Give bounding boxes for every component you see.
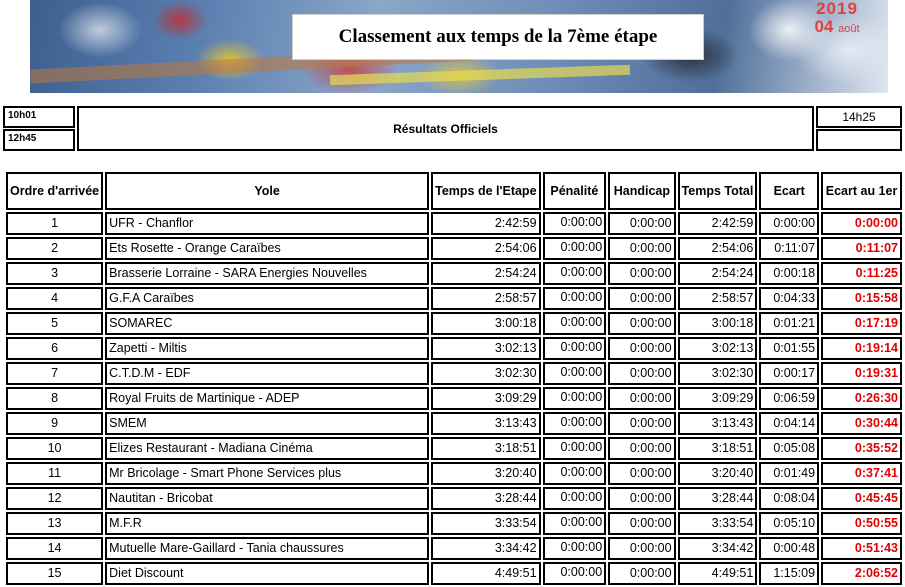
cell-handicap: 0:00:00 [608, 262, 675, 285]
cell-temps-etape: 2:42:59 [431, 212, 540, 235]
table-row [6, 562, 902, 585]
cell-yole: Ets Rosette - Orange Caraïbes [105, 237, 429, 260]
cell-penalite: 0:00:00 [543, 462, 607, 485]
cell-ecart: 0:01:21 [759, 312, 819, 335]
cell-penalite: 0:00:00 [543, 487, 607, 510]
cell-ordre: 8 [6, 387, 103, 410]
cell-ordre: 10 [6, 437, 103, 460]
cell-ecart: 1:15:09 [759, 562, 819, 585]
cell-temps-total: 3:13:43 [678, 412, 758, 435]
cell-yole: Diet Discount [105, 562, 429, 585]
cell-ecart-1er: 0:50:55 [821, 512, 902, 535]
header-banner [30, 0, 888, 93]
cell-temps-total: 2:58:57 [678, 287, 758, 310]
cell-penalite: 0:00:00 [543, 287, 607, 310]
cell-ecart: 0:01:49 [759, 462, 819, 485]
col-header-handicap: Handicap [608, 172, 675, 210]
cell-ordre: 7 [6, 362, 103, 385]
table-row [6, 287, 902, 310]
cell-temps-total: 3:09:29 [678, 387, 758, 410]
cell-penalite: 0:00:00 [543, 262, 607, 285]
cell-yole: C.T.D.M - EDF [105, 362, 429, 385]
cell-yole: Nautitan - Bricobat [105, 487, 429, 510]
cell-yole: M.F.R [105, 512, 429, 535]
cell-ecart: 0:08:04 [759, 487, 819, 510]
cell-temps-total: 2:54:06 [678, 237, 758, 260]
cell-ecart-1er: 0:00:00 [821, 212, 902, 235]
cell-handicap: 0:00:00 [608, 362, 675, 385]
cell-temps-total: 4:49:51 [678, 562, 758, 585]
cell-penalite: 0:00:00 [543, 512, 607, 535]
cell-penalite: 0:00:00 [543, 562, 607, 585]
table-row [6, 462, 902, 485]
cell-ecart: 0:11:07 [759, 237, 819, 260]
cell-ordre: 11 [6, 462, 103, 485]
cell-handicap: 0:00:00 [608, 562, 675, 585]
table-row [6, 237, 902, 260]
start-time: 10h01 [3, 106, 75, 128]
cell-penalite: 0:00:00 [543, 312, 607, 335]
cell-ecart: 0:05:10 [759, 512, 819, 535]
cell-temps-etape: 2:54:24 [431, 262, 540, 285]
cell-ecart-1er: 0:45:45 [821, 487, 902, 510]
cell-temps-etape: 3:20:40 [431, 462, 540, 485]
cell-ecart-1er: 0:17:19 [821, 312, 902, 335]
cell-ecart: 0:04:14 [759, 412, 819, 435]
cell-handicap: 0:00:00 [608, 462, 675, 485]
event-day: 04 [814, 17, 834, 36]
cell-temps-total: 3:33:54 [678, 512, 758, 535]
cell-temps-etape: 3:02:30 [431, 362, 540, 385]
cell-ordre: 12 [6, 487, 103, 510]
cell-handicap: 0:00:00 [608, 387, 675, 410]
cell-temps-etape: 3:02:13 [431, 337, 540, 360]
col-header-ordre: Ordre d'arrivée [6, 172, 103, 210]
cell-handicap: 0:00:00 [608, 537, 675, 560]
cell-temps-etape: 4:49:51 [431, 562, 540, 585]
cell-ecart: 0:04:33 [759, 287, 819, 310]
table-header-row [6, 172, 902, 210]
cell-penalite: 0:00:00 [543, 437, 607, 460]
cell-temps-etape: 3:34:42 [431, 537, 540, 560]
cell-temps-total: 2:42:59 [678, 212, 758, 235]
cell-yole: SOMAREC [105, 312, 429, 335]
cell-penalite: 0:00:00 [543, 412, 607, 435]
cell-ecart: 0:05:08 [759, 437, 819, 460]
cell-ecart-1er: 0:15:58 [821, 287, 902, 310]
cell-ordre: 13 [6, 512, 103, 535]
cell-ordre: 3 [6, 262, 103, 285]
col-header-ecart: Ecart [759, 172, 819, 210]
cell-handicap: 0:00:00 [608, 412, 675, 435]
cell-temps-etape: 3:28:44 [431, 487, 540, 510]
cell-temps-etape: 3:00:18 [431, 312, 540, 335]
cell-ecart: 0:00:00 [759, 212, 819, 235]
table-row [6, 412, 902, 435]
cell-ecart-1er: 0:19:31 [821, 362, 902, 385]
cell-temps-total: 3:02:30 [678, 362, 758, 385]
cell-handicap: 0:00:00 [608, 437, 675, 460]
cell-temps-total: 3:00:18 [678, 312, 758, 335]
event-month: août [838, 23, 860, 35]
cell-ecart: 0:00:18 [759, 262, 819, 285]
end-time: 12h45 [3, 129, 75, 151]
cell-penalite: 0:00:00 [543, 537, 607, 560]
cell-temps-total: 3:34:42 [678, 537, 758, 560]
right-time: 14h25 [816, 106, 902, 128]
col-header-yole: Yole [105, 172, 429, 210]
cell-temps-etape: 3:13:43 [431, 412, 540, 435]
page-title: Classement aux temps de la 7ème étape [292, 14, 704, 60]
table-row [6, 337, 902, 360]
cell-penalite: 0:00:00 [543, 337, 607, 360]
cell-ecart-1er: 0:30:44 [821, 412, 902, 435]
cell-handicap: 0:00:00 [608, 212, 675, 235]
table-row [6, 362, 902, 385]
cell-temps-etape: 3:33:54 [431, 512, 540, 535]
event-year: 2019 [816, 0, 858, 18]
cell-ecart-1er: 0:35:52 [821, 437, 902, 460]
table-row [6, 537, 902, 560]
cell-yole: Royal Fruits de Martinique - ADEP [105, 387, 429, 410]
banner-decoration [330, 65, 630, 85]
right-empty-cell [816, 129, 902, 151]
cell-handicap: 0:00:00 [608, 237, 675, 260]
cell-ordre: 5 [6, 312, 103, 335]
cell-ordre: 1 [6, 212, 103, 235]
cell-ordre: 2 [6, 237, 103, 260]
cell-ecart: 0:00:17 [759, 362, 819, 385]
event-date-badge [792, 0, 882, 36]
cell-yole: Zapetti - Miltis [105, 337, 429, 360]
cell-penalite: 0:00:00 [543, 237, 607, 260]
cell-ordre: 9 [6, 412, 103, 435]
cell-ordre: 15 [6, 562, 103, 585]
cell-ecart-1er: 0:37:41 [821, 462, 902, 485]
cell-yole: UFR - Chanflor [105, 212, 429, 235]
results-table [4, 170, 904, 587]
col-header-ecart-1er: Ecart au 1er [821, 172, 902, 210]
cell-ecart-1er: 0:11:07 [821, 237, 902, 260]
cell-yole: Mr Bricolage - Smart Phone Services plus [105, 462, 429, 485]
table-row [6, 262, 902, 285]
col-header-penalite: Pénalité [543, 172, 607, 210]
cell-temps-total: 3:20:40 [678, 462, 758, 485]
cell-temps-total: 3:18:51 [678, 437, 758, 460]
cell-ordre: 14 [6, 537, 103, 560]
cell-yole: G.F.A Caraïbes [105, 287, 429, 310]
cell-ecart-1er: 0:19:14 [821, 337, 902, 360]
cell-ordre: 4 [6, 287, 103, 310]
cell-penalite: 0:00:00 [543, 212, 607, 235]
cell-ecart-1er: 0:26:30 [821, 387, 902, 410]
cell-handicap: 0:00:00 [608, 287, 675, 310]
cell-handicap: 0:00:00 [608, 487, 675, 510]
cell-temps-etape: 3:09:29 [431, 387, 540, 410]
cell-temps-total: 2:54:24 [678, 262, 758, 285]
col-header-temps-total: Temps Total [678, 172, 758, 210]
cell-temps-total: 3:02:13 [678, 337, 758, 360]
table-row [6, 487, 902, 510]
cell-yole: SMEM [105, 412, 429, 435]
cell-yole: Elizes Restaurant - Madiana Cinéma [105, 437, 429, 460]
cell-ecart-1er: 2:06:52 [821, 562, 902, 585]
cell-ecart: 0:06:59 [759, 387, 819, 410]
cell-ecart-1er: 0:11:25 [821, 262, 902, 285]
col-header-temps-etape: Temps de l'Etape [431, 172, 540, 210]
cell-temps-etape: 2:58:57 [431, 287, 540, 310]
cell-handicap: 0:00:00 [608, 312, 675, 335]
cell-ordre: 6 [6, 337, 103, 360]
cell-yole: Brasserie Lorraine - SARA Energies Nouvelles [105, 262, 429, 285]
table-row [6, 512, 902, 535]
cell-handicap: 0:00:00 [608, 512, 675, 535]
cell-handicap: 0:00:00 [608, 337, 675, 360]
table-row [6, 387, 902, 410]
cell-ecart: 0:00:48 [759, 537, 819, 560]
results-info-row [3, 106, 903, 152]
event-date [792, 18, 882, 35]
table-row [6, 437, 902, 460]
cell-ecart: 0:01:55 [759, 337, 819, 360]
cell-ecart-1er: 0:51:43 [821, 537, 902, 560]
official-results-title: Résultats Officiels [77, 106, 814, 151]
table-row [6, 212, 902, 235]
cell-temps-etape: 2:54:06 [431, 237, 540, 260]
table-row [6, 312, 902, 335]
cell-temps-etape: 3:18:51 [431, 437, 540, 460]
cell-yole: Mutuelle Mare-Gaillard - Tania chaussures [105, 537, 429, 560]
cell-penalite: 0:00:00 [543, 362, 607, 385]
cell-temps-total: 3:28:44 [678, 487, 758, 510]
cell-penalite: 0:00:00 [543, 387, 607, 410]
